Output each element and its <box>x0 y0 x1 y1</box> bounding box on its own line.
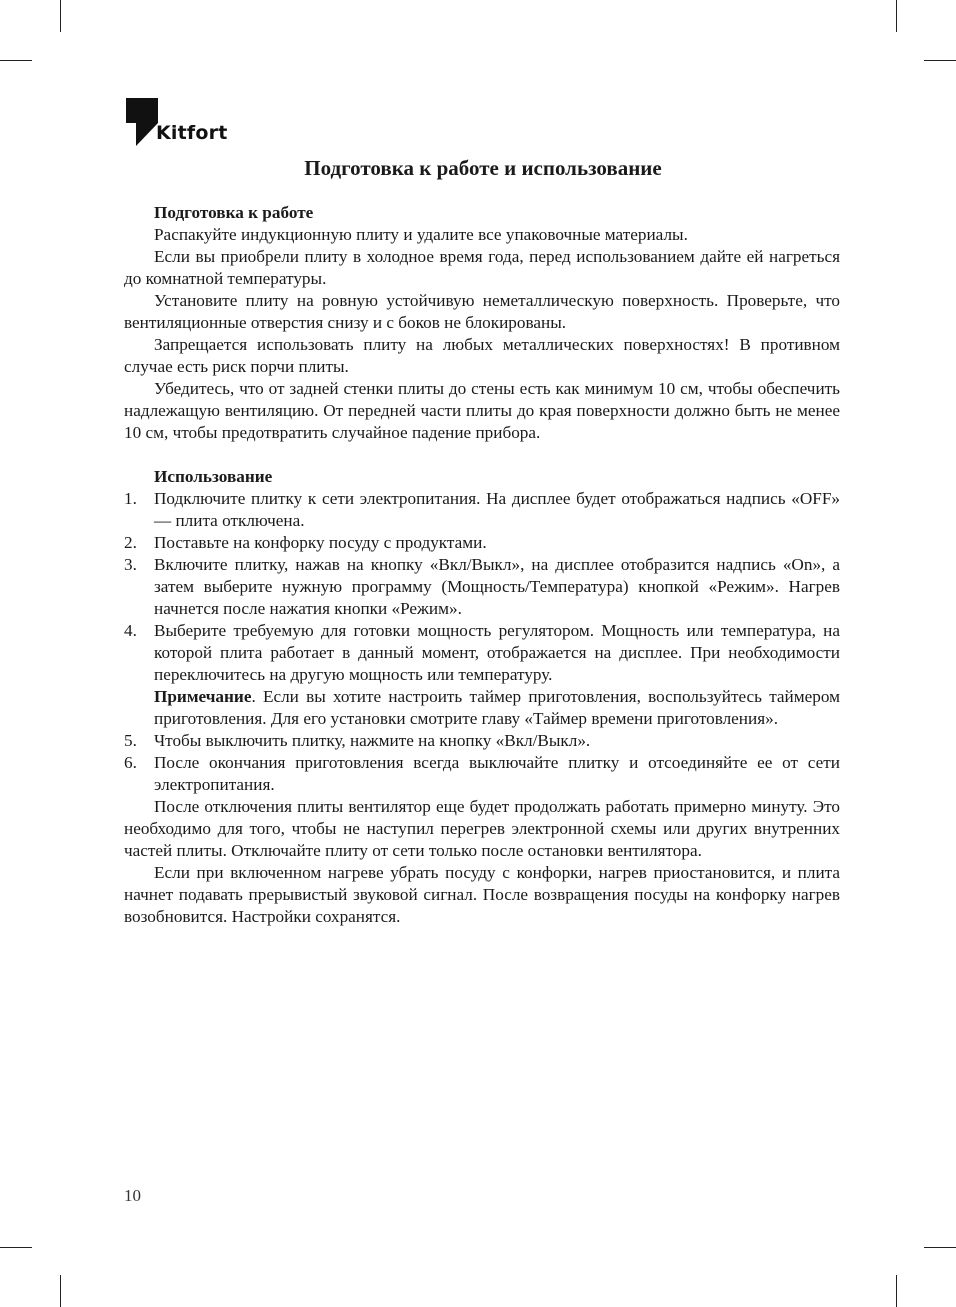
crop-mark <box>60 0 61 32</box>
section-heading-prep: Подготовка к работе <box>154 203 314 222</box>
page-title: Подготовка к работе и использование <box>304 156 662 180</box>
crop-mark <box>924 60 956 61</box>
usage-steps-list <box>124 488 840 796</box>
document-body <box>124 202 840 928</box>
brand-name: Kitfort <box>156 122 228 144</box>
crop-mark <box>0 1247 32 1248</box>
step-number: 3. <box>124 555 137 574</box>
step-text: Подключите плитку к сети электропитания. На дисплее будет отображаться надпись «OFF» — плита отключена. <box>154 489 840 530</box>
step-text: После окончания приготовления всегда выключайте плитку и отсоединяйте ее от сети электропитания. <box>154 753 840 794</box>
note-label: Примечание <box>154 687 252 706</box>
step-number: 2. <box>124 533 137 552</box>
crop-mark <box>924 1247 956 1248</box>
step-text: Включите плитку, нажав на кнопку «Вкл/Выкл», на дисплее отобразится надпись «On», а затем выберите нужную программу (Мощность/Температура) кнопкой «Режим». Нагрев начнется после нажатия кнопки «Режим». <box>154 555 840 618</box>
paragraph: Если вы приобрели плиту в холодное время года, перед использованием дайте ей нагреться до комнатной температуры. <box>124 247 840 288</box>
crop-mark <box>896 1275 897 1307</box>
step-text: Чтобы выключить плитку, нажмите на кнопку «Вкл/Выкл». <box>154 731 591 750</box>
kitfort-logo-icon <box>126 98 160 148</box>
list-item <box>124 730 840 752</box>
list-item <box>124 752 840 796</box>
paragraph: Запрещается использовать плиту на любых металлических поверхностях! В противном случае есть риск порчи плиты. <box>124 335 840 376</box>
paragraph: Установите плиту на ровную устойчивую неметаллическую поверхность. Проверьте, что вентиляционные отверстия снизу и с боков не блокированы. <box>124 291 840 332</box>
step-text: Выберите требуемую для готовки мощность регулятором. Мощность или температура, на которой плита работает в данный момент, отображается на дисплее. При необходимости переключитесь на другую мощность или температуру. <box>154 621 840 684</box>
list-item <box>124 532 840 554</box>
list-item <box>124 620 840 730</box>
step-text: Поставьте на конфорку посуду с продуктами. <box>154 533 487 552</box>
note-text: . Если вы хотите настроить таймер приготовления, воспользуйтесь таймером приготовления. Для его установки смотрите главу «Таймер времени приготовления». <box>154 687 840 728</box>
crop-mark <box>60 1275 61 1307</box>
paragraph: После отключения плиты вентилятор еще будет продолжать работать примерно минуту. Это необходимо для того, чтобы не наступил перегрев электронной схемы или других внутренних частей плиты. Отключайте плиту от сети только после остановки вентилятора. <box>124 797 840 860</box>
step-note <box>154 686 840 730</box>
paragraph: Убедитесь, что от задней стенки плиты до стены есть как минимум 10 см, чтобы обеспечить надлежащую вентиляцию. От передней части плиты до края поверхности должно быть не менее 10 см, чтобы предотвратить случайное падение прибора. <box>124 379 840 442</box>
page-number: 10 <box>124 1186 141 1205</box>
step-number: 6. <box>124 753 137 772</box>
paragraph: Если при включенном нагреве убрать посуду с конфорки, нагрев приостановится, и плита начнет подавать прерывистый звуковой сигнал. После возвращения посуды на конфорку нагрев возобновится. Настройки сохранятся. <box>124 863 840 926</box>
list-item <box>124 488 840 532</box>
paragraph: Распакуйте индукционную плиту и удалите все упаковочные материалы. <box>154 225 688 244</box>
list-item <box>124 554 840 620</box>
section-heading-usage: Использование <box>154 467 273 486</box>
step-number: 1. <box>124 489 137 508</box>
step-number: 5. <box>124 731 137 750</box>
crop-mark <box>0 60 32 61</box>
crop-mark <box>896 0 897 32</box>
step-number: 4. <box>124 621 137 640</box>
